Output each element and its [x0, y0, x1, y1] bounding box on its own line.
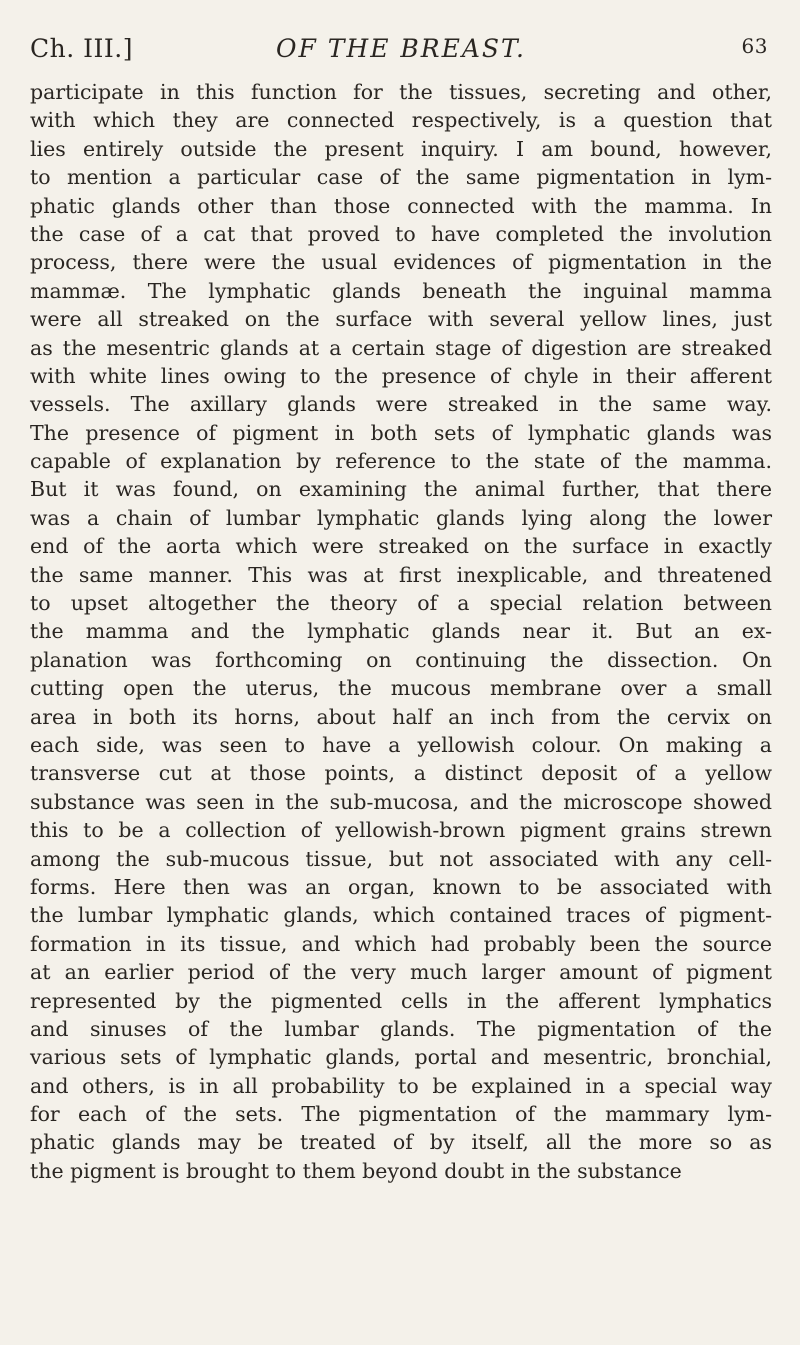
text-line: this to be a collection of yellowish-brown pigment grains strewn	[30, 818, 772, 843]
text-line: as the mesentric glands at a certain stage of digestion are streaked	[30, 335, 772, 360]
text-line: and sinuses of the lumbar glands. The pigmentation of the	[30, 1016, 772, 1041]
text-line: at an earlier period of the very much larger amount of pigment	[30, 960, 772, 985]
text-line: were all streaked on the surface with several yellow lines, just	[30, 307, 772, 332]
text-line: various sets of lymphatic glands, portal and mesentric, bronchial,	[30, 1045, 772, 1070]
text-line: process, there were the usual evidences of pigmentation in the	[30, 250, 772, 275]
text-line: was a chain of lumbar lymphatic glands lying along the lower	[30, 505, 772, 530]
text-line: the case of a cat that proved to have completed the involution	[30, 221, 772, 246]
text-line: the pigment is brought to them beyond doubt in the substance	[30, 1158, 682, 1183]
text-line: But it was found, on examining the animal further, that there	[30, 477, 772, 502]
text-line: the same manner. This was at first inexplicable, and threatened	[30, 562, 772, 587]
running-title: OF THE BREAST.	[275, 34, 527, 63]
text-line: planation was forthcoming on continuing the dissection. On	[30, 647, 772, 672]
chapter-label: Ch. III.]	[30, 34, 133, 63]
text-line: The presence of pigment in both sets of lymphatic glands was	[30, 420, 772, 445]
text-line: represented by the pigmented cells in the afferent lymphatics	[30, 988, 772, 1013]
text-line: formation in its tissue, and which had probably been the source	[30, 931, 772, 956]
running-header	[30, 26, 772, 74]
text-line: mammæ. The lymphatic glands beneath the inguinal mamma	[30, 278, 772, 303]
text-line: the mamma and the lymphatic glands near it. But an ex-	[30, 619, 772, 644]
text-line: substance was seen in the sub-mucosa, and the microscope showed	[30, 789, 772, 814]
text-line: cutting open the uterus, the mucous membrane over a small	[30, 676, 772, 701]
page-number: 63	[741, 34, 768, 58]
text-line: lies entirely outside the present inquiry. I am bound, however,	[30, 136, 772, 161]
text-line: and others, is in all probability to be explained in a special way	[30, 1073, 772, 1098]
text-line: each side, was seen to have a yellowish colour. On making a	[30, 732, 772, 757]
text-line: end of the aorta which were streaked on the surface in exactly	[30, 534, 772, 559]
text-line: among the sub-mucous tissue, but not associated with any cell-	[30, 846, 772, 871]
text-line: area in both its horns, about half an inch from the cervix on	[30, 704, 772, 729]
text-line: phatic glands may be treated of by itself, all the more so as	[30, 1130, 772, 1155]
text-line: with which they are connected respectively, is a question that	[30, 108, 772, 133]
text-line: transverse cut at those points, a distinct deposit of a yellow	[30, 761, 772, 786]
text-line: with white lines owing to the presence of chyle in their afferent	[30, 363, 772, 388]
text-line: to upset altogether the theory of a special relation between	[30, 591, 772, 616]
text-line: the lumbar lymphatic glands, which contained traces of pigment-	[30, 903, 772, 928]
body-text	[30, 78, 772, 1185]
text-line: phatic glands other than those connected with the mamma. In	[30, 193, 772, 218]
text-line: capable of explanation by reference to the state of the mamma.	[30, 449, 772, 474]
text-line: forms. Here then was an organ, known to be associated with	[30, 874, 772, 899]
text-line: for each of the sets. The pigmentation of the mammary lym-	[30, 1102, 772, 1127]
text-line: vessels. The axillary glands were streaked in the same way.	[30, 392, 772, 417]
text-line: participate in this function for the tissues, secreting and other,	[30, 80, 772, 104]
text-line: to mention a particular case of the same pigmentation in lym-	[30, 165, 772, 190]
